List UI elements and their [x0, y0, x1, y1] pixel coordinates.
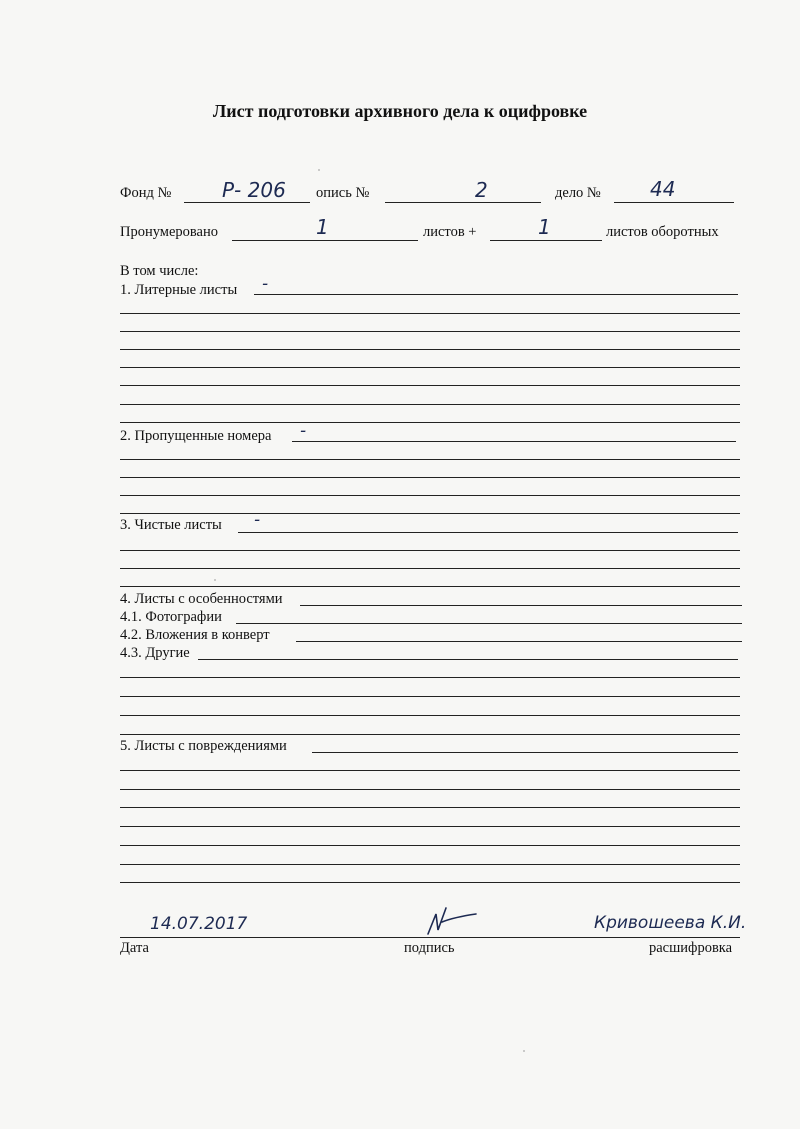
blank-line: [120, 404, 740, 405]
blank-line: [120, 385, 740, 386]
numbered-sheets-value: 1: [316, 215, 329, 239]
damaged-sheets-line: [312, 752, 738, 753]
numbered-label: Пронумеровано: [120, 224, 219, 240]
blank-line: [120, 477, 740, 478]
other-line: [198, 659, 738, 660]
signature-image: [418, 900, 484, 944]
fond-line: [184, 202, 310, 203]
damaged-sheets-label: 5. Листы с повреждениями: [120, 738, 287, 754]
scan-speck: [523, 1050, 525, 1052]
blank-line: [120, 845, 740, 846]
envelope-label: 4.2. Вложения в конверт: [120, 627, 270, 643]
blank-line: [120, 331, 740, 332]
blank-line: [120, 715, 740, 716]
blank-line: [120, 459, 740, 460]
blank-sheets-label: 3. Чистые листы: [120, 517, 222, 533]
including-label: В том числе:: [120, 263, 199, 279]
blank-line: [120, 513, 740, 514]
numbered-sheets-line: [232, 240, 418, 241]
blank-line: [120, 789, 740, 790]
sheets-plus-label: листов +: [423, 224, 477, 240]
blank-sheets-value: -: [254, 510, 261, 530]
blank-line: [120, 807, 740, 808]
missing-numbers-label: 2. Пропущенные номера: [120, 428, 272, 444]
literal-sheets-value: -: [262, 274, 269, 294]
delo-line: [614, 202, 734, 203]
opis-value: 2: [475, 178, 488, 202]
fond-value: Р- 206: [222, 178, 286, 202]
blank-line: [120, 550, 740, 551]
photos-label: 4.1. Фотографии: [120, 609, 222, 625]
blank-line: [120, 882, 740, 883]
blank-line: [120, 568, 740, 569]
scan-speck: [318, 169, 320, 171]
numbered-reverse-line: [490, 240, 602, 241]
opis-line: [385, 202, 541, 203]
blank-sheets-line: [238, 532, 738, 533]
delo-label: дело №: [555, 185, 601, 201]
envelope-line: [296, 641, 742, 642]
literal-sheets-label: 1. Литерные листы: [120, 282, 238, 298]
fond-label: Фонд №: [120, 185, 172, 201]
decoding-label: расшифровка: [649, 940, 733, 956]
form-title: Лист подготовки архивного дела к оцифровке: [212, 101, 588, 121]
blank-line: [120, 677, 740, 678]
blank-line: [120, 734, 740, 735]
signature-label: подпись: [404, 940, 455, 956]
opis-label: опись №: [316, 185, 370, 201]
delo-value: 44: [650, 177, 676, 201]
other-label: 4.3. Другие: [120, 645, 190, 661]
decoding-value: Кривошеева К.И.: [594, 913, 747, 933]
scan-speck: [214, 579, 216, 581]
blank-line: [120, 422, 740, 423]
special-sheets-line: [300, 605, 742, 606]
blank-line: [120, 826, 740, 827]
blank-line: [120, 367, 740, 368]
date-value: 14.07.2017: [150, 914, 248, 934]
date-label: Дата: [120, 940, 149, 956]
special-sheets-label: 4. Листы с особенностями: [120, 591, 283, 607]
blank-line: [120, 495, 740, 496]
blank-line: [120, 349, 740, 350]
literal-sheets-line: [254, 294, 738, 295]
numbered-reverse-value: 1: [538, 215, 551, 239]
blank-line: [120, 313, 740, 314]
blank-line: [120, 770, 740, 771]
missing-numbers-line: [292, 441, 736, 442]
blank-line: [120, 586, 740, 587]
blank-line: [120, 864, 740, 865]
photos-line: [236, 623, 742, 624]
reverse-sheets-label: листов оборотных: [606, 224, 719, 240]
blank-line: [120, 696, 740, 697]
missing-numbers-value: -: [300, 421, 307, 441]
